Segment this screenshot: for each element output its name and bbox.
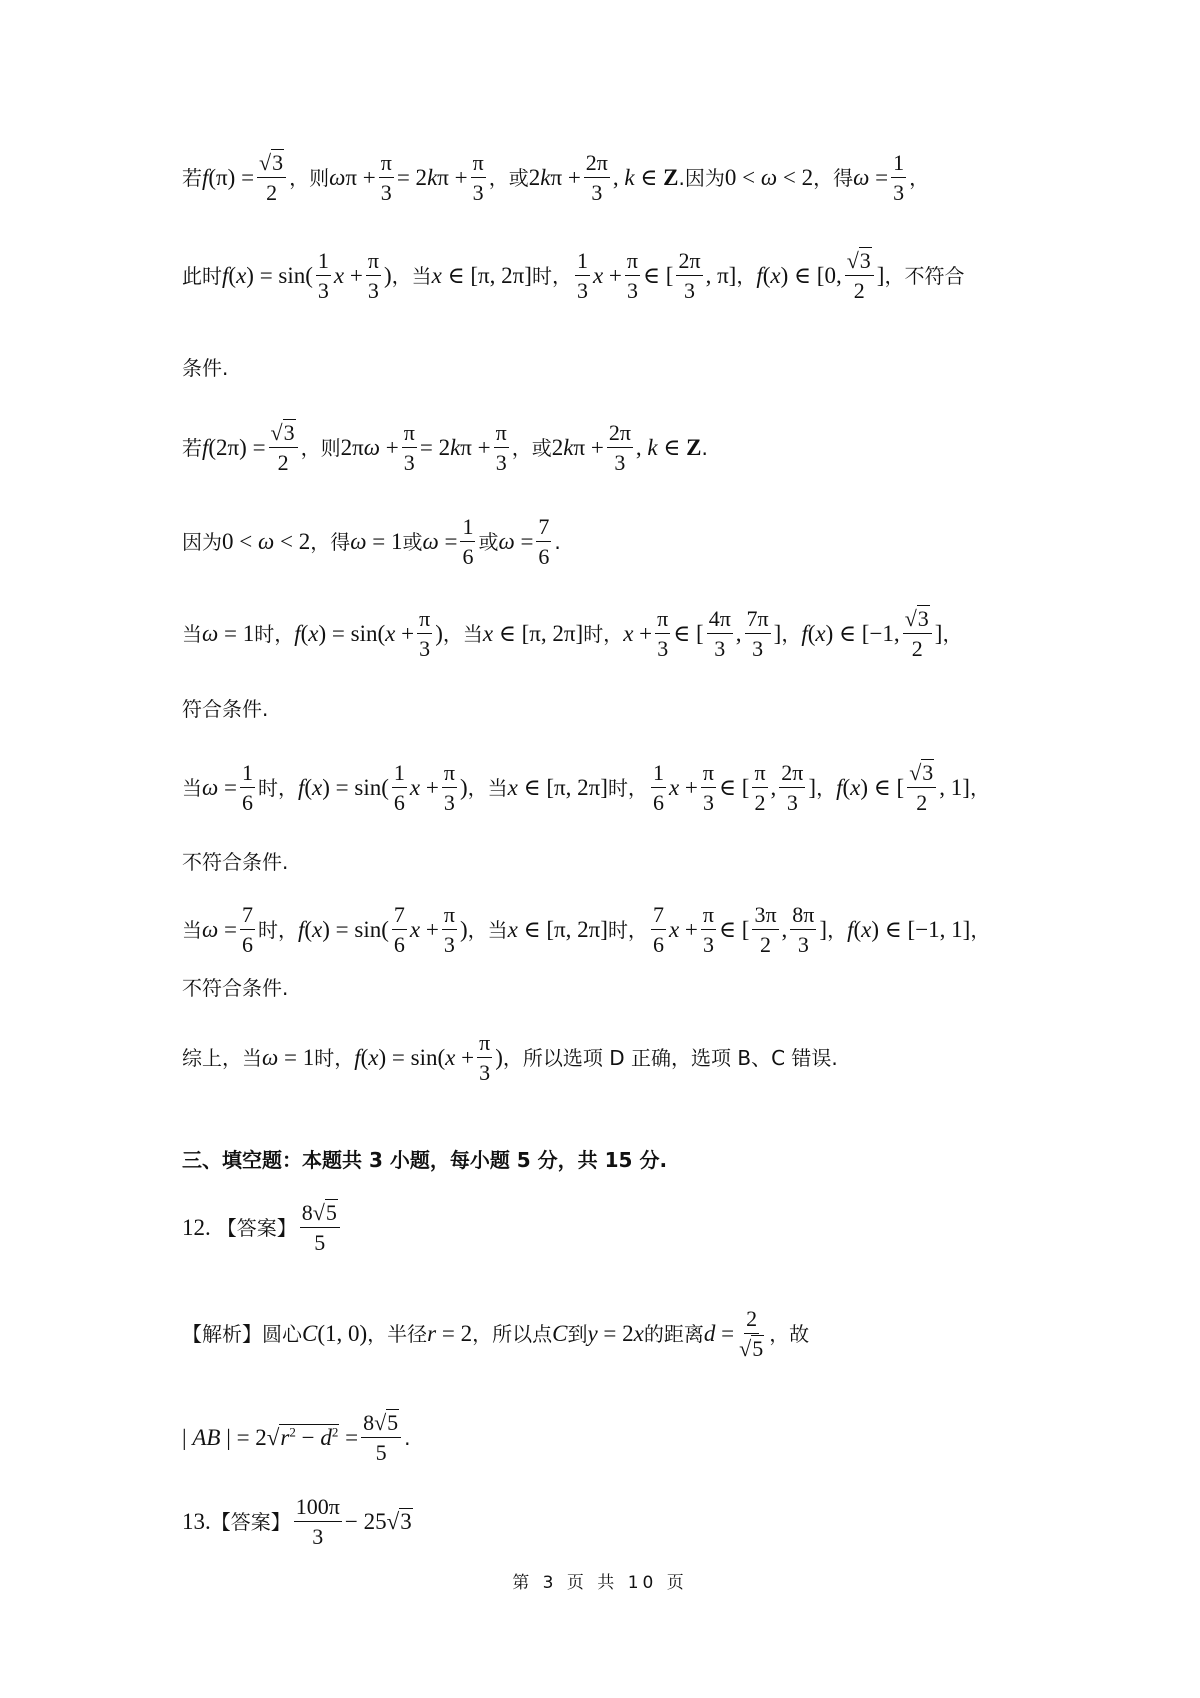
solution-line-1: 若 f(π) = $\frac{√3}{2}$ ，则 ωπ + $\frac{\pi}{3}$ = 2kπ + $\frac{\pi}{3}$ ，或 2kπ + $\frac{2\pi}{3}$ , k ∈ Z .因为 0 < ω < 2 ，得 ω = $\frac{1}{3}$ ， — [182, 150, 930, 206]
section-3-title: 三、填空题：本题共 3 小题，每小题 5 分，共 15 分. — [182, 1148, 668, 1172]
solution-line-7: 符合条件. — [182, 697, 269, 721]
solution-line-11: 不符合条件. — [182, 976, 289, 1000]
solution-line-6: 当 ω = 1 时， f(x) = sin(x + $\frac{\pi}{3}$ ) ，当 x ∈ [π, 2π] 时， x + $\frac{\pi}{3}$ ∈ [ $\frac{4\pi}{3}$ , $\frac{7\pi}{3}$ ] ， f(x) ∈ [−1, $\frac{√3}{2}$ ] ， — [182, 606, 963, 662]
q13-answer-line: 13. 【答案】 $\frac{100\pi}{3}$ − 25√3 — [182, 1494, 412, 1550]
page-footer: 第 3 页 共 10 页 — [512, 1573, 688, 1593]
solution-line-5: 因为 0 < ω < 2 ，得 ω = 1 或 ω = $\frac{1}{6}$ 或 ω = $\frac{7}{6}$ . — [182, 514, 561, 570]
solution-line-3: 条件. — [182, 356, 229, 380]
q12-analysis-line-1: 【解析】 圆心 C(1, 0) ，半径 r = 2 ，所以点 C 到 y = 2x 的距离 d = $\frac{2}{√5}$ ，故 — [182, 1306, 810, 1362]
solution-line-9: 不符合条件. — [182, 850, 289, 874]
q12-answer-line: 12. 【答案】 $\frac{8√5}{5}$ — [182, 1200, 1050, 1256]
q12-analysis-line-2: | AB | = $2√r^2 - d^2$ = $\frac{8√5}{5}$ . — [182, 1410, 411, 1466]
solution-line-4: 若 f(2π) = $\frac{√3}{2}$ ，则 2πω + $\frac{\pi}{3}$ = 2kπ + $\frac{\pi}{3}$ ，或 2kπ + $\frac{2\pi}{3}$ , k ∈ Z . — [182, 420, 708, 476]
solution-line-8: 当 ω = $\frac{1}{6}$ 时， f(x) = sin( $\frac{1}{6}$ x + $\frac{\pi}{3}$ ) ，当 x ∈ [π, 2π] 时， $\frac{1}{6}$ x + $\frac{\pi}{3}$ ∈ [ $\frac{\pi}{2}$ , $\frac{2\pi}{3}$ ] ， f(x) ∈ [ $\frac{√3}{2}$ , 1] ， — [182, 760, 990, 816]
solution-line-2: 此时 f(x) = sin( $\frac{1}{3}$ x + $\frac{\pi}{3}$ ) ，当 x ∈ [π, 2π] 时， $\frac{1}{3}$ x + $\frac{\pi}{3}$ ∈ [ $\frac{2\pi}{3}$ , π] ， f(x) ∈ [0, $\frac{√3}{2}$ ] ，不符合 — [182, 248, 965, 304]
solution-line-12: 综上，当 ω = 1 时， f(x) = sin(x + $\frac{\pi}{3}$ ) ，所以选项 D 正确，选项 B、C 错误. — [182, 1030, 838, 1086]
solution-line-10: 当 ω = $\frac{7}{6}$ 时， f(x) = sin( $\frac{7}{6}$ x + $\frac{\pi}{3}$ ) ，当 x ∈ [π, 2π] 时， $\frac{7}{6}$ x + $\frac{\pi}{3}$ ∈ [ $\frac{3\pi}{2}$ , $\frac{8\pi}{3}$ ] ， f(x) ∈ [−1, 1] ， — [182, 902, 991, 958]
